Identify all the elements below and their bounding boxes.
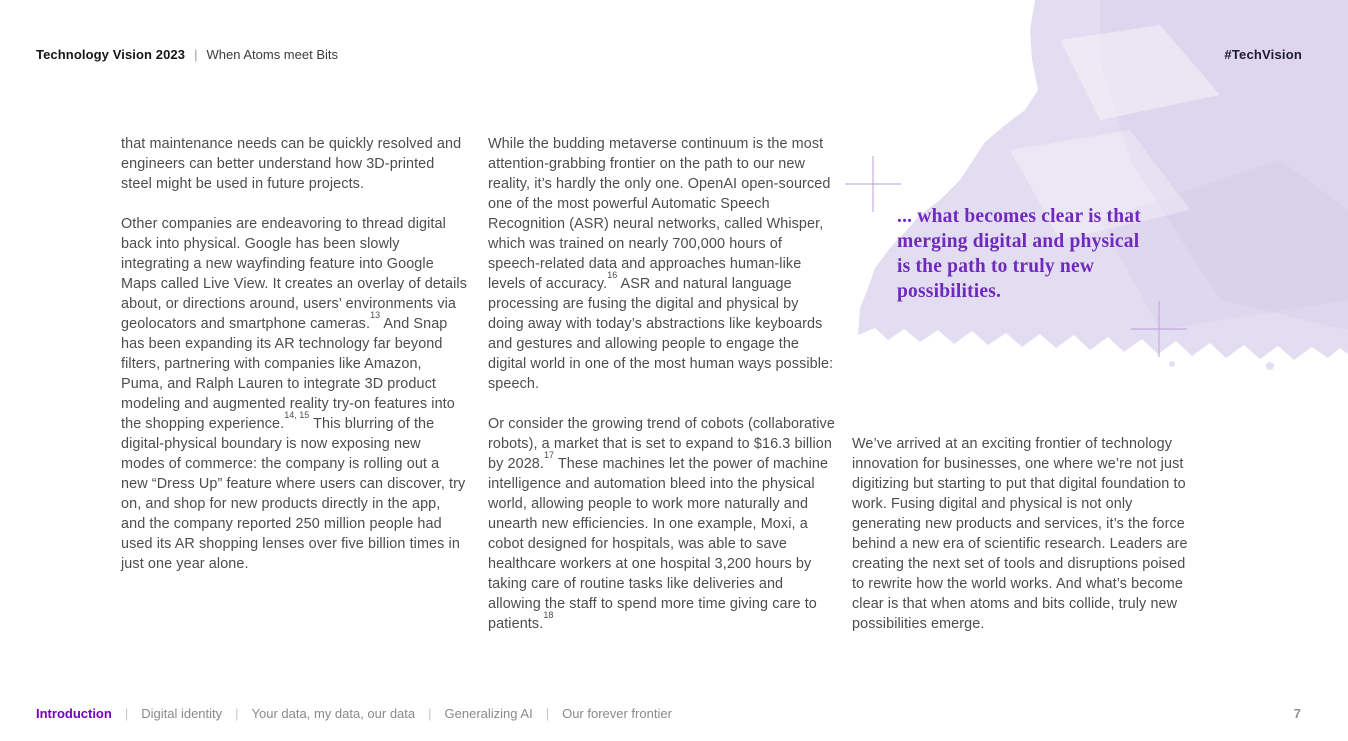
masthead-separator: | [194, 47, 198, 62]
chapter-title: When Atoms meet Bits [206, 47, 338, 62]
footer-separator: | [428, 706, 432, 721]
page-number: 7 [1293, 706, 1301, 721]
footer-separator: | [235, 706, 239, 721]
pull-quote: ... what becomes clear is that merging digital and physical is the path to truly new possibilities. [897, 206, 1141, 302]
body-paragraph: Or consider the growing trend of cobots (collaborative robots), a market that is set to expand to $16.3 billion by 2028.17 These machines let the power of machine intelligence and automation bleed into the physical world, allowing people to work more naturally and unearth new efficiencies. In one example, Moxi, a cobot designed for hospitals, was able to save healthcare workers at one hospital 3,200 hours by taking care of routine tasks like deliveries and allowing the staff to spend more time giving care to patients.$^{18}$ [488, 416, 835, 632]
footer-nav-introduction[interactable]: Introduction [36, 706, 112, 721]
footer-separator: | [545, 706, 550, 721]
footer-nav [36, 706, 672, 721]
text-column-1 [121, 134, 467, 574]
hashtag-label: #TechVision [1224, 47, 1302, 62]
footer-nav-digital-identity[interactable]: Digital identity [141, 706, 223, 721]
footer-nav-your-data-my-data-our-data[interactable]: Your data, my data, our data [251, 706, 416, 721]
footer-separator: | [124, 706, 129, 721]
body-paragraph: Other companies are endeavoring to thread digital back into physical. Google has been slowly integrating a new wayfinding feature into Google Maps called Live View. It creates an overlay of details about, or directions around, users’ environments via geolocators and smartphone cameras.$^{13}$ And Snap has been expanding its AR technology far beyond filters, partnering with companies like Amazon, Puma, and Ralph Lauren to integrate 3D product modeling and augmented reality try-on features into the shopping experience.$^{14, 15}$ This blurring of the digital-physical boundary is now exposing new modes of commerce: the company is rolling out a new “Dress Up” feature where users can discover, try on, and shop for new products directly in the app, and the company reported 250 million people had used its AR shopping lenses over five billion times in just one year alone. [121, 216, 467, 572]
body-paragraph: While the budding metaverse continuum is the most attention-grabbing frontier on the path to our new reality, it’s hardly the only one. OpenAI open-sourced one of the most powerful Automatic Speech Recognition (ASR) neural networks, called Whisper, which was trained on nearly 700,000 hours of speech-related data and approaches human-like levels of accuracy.$^{16}$ ASR and natural language processing are fusing the digital and physical by doing away with today’s abstractions like keyboards and gestures and allowing people to engage the digital world in one of the most human ways possible: speech. [488, 136, 834, 392]
footer-nav-our-forever-frontier[interactable]: Our forever frontier [562, 706, 672, 721]
footer-nav-generalizing-ai[interactable]: Generalizing AI [444, 706, 533, 721]
body-paragraph: We’ve arrived at an exciting frontier of technology innovation for businesses, one where we’re not just digitizing but starting to put that digital foundation to work. Fusing digital and physical is not only generating new products and services, it’s the force behind a new era of scientific research. Leaders are creating the next set of tools and disruptions poised to rewrite how the world works. And what’s become clear is that when atoms and bits collide, truly new possibilities emerge. [852, 436, 1188, 632]
text-column-2 [488, 134, 836, 634]
report-title: Technology Vision 2023 [36, 47, 186, 62]
text-column-3 [852, 434, 1188, 634]
watercolor-speckle [1266, 362, 1274, 370]
masthead [36, 47, 338, 62]
crosshair-icon [845, 156, 901, 212]
watercolor-speckle [1169, 361, 1175, 367]
body-paragraph: that maintenance needs can be quickly resolved and engineers can better understand how 3D-printed steel might be used in future projects. [121, 136, 462, 192]
